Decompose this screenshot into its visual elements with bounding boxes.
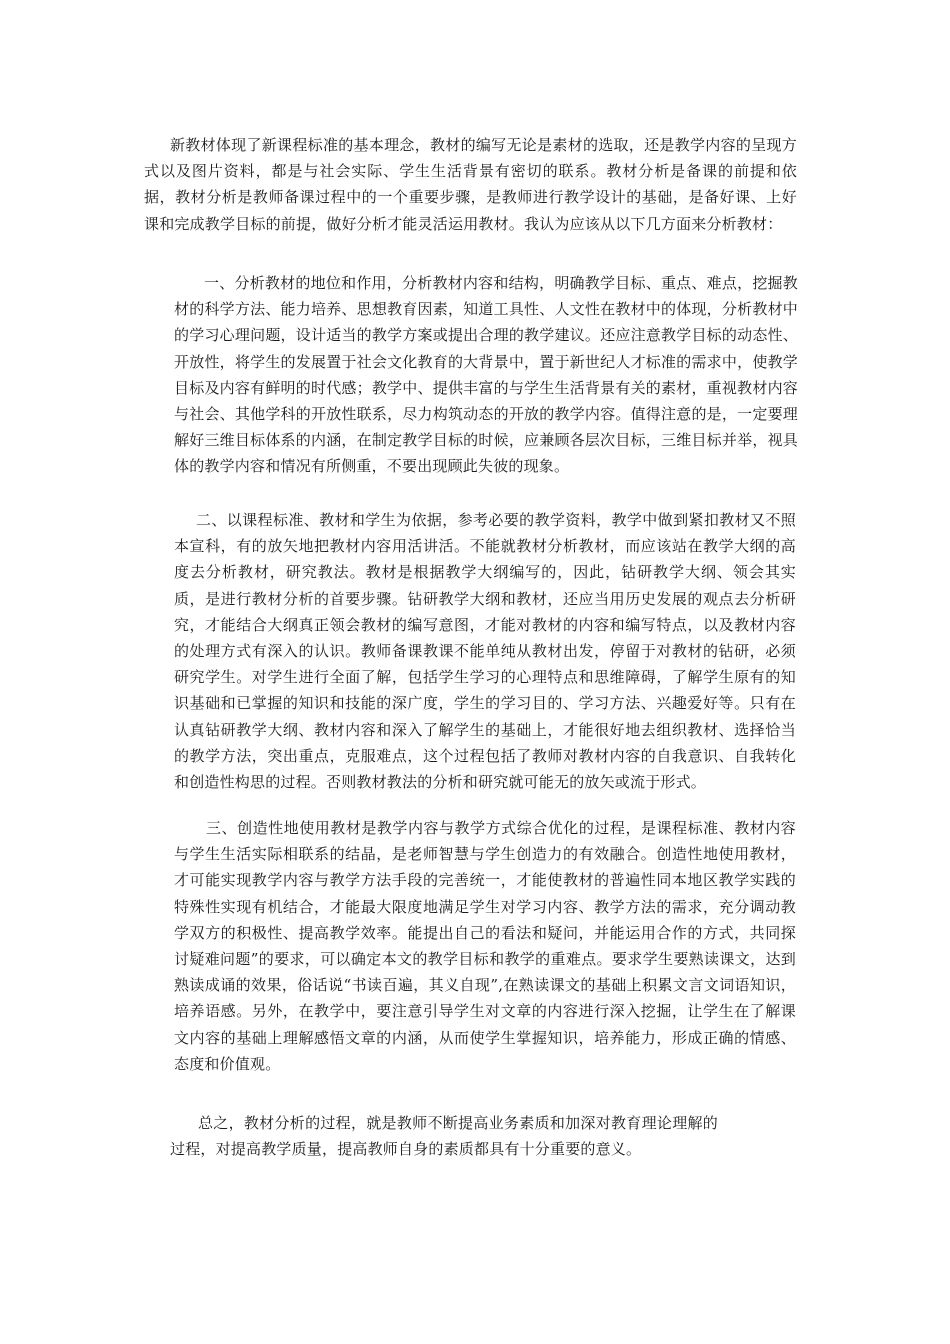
section-three-paragraph: 三、创造性地使用教材是教学内容与教学方式综合优化的过程，是课程标准、教材内容与学生生活实际相联系的结晶，是老师智慧与学生创造力的有效融合。创造性地使用教材，才可能实现教学内容与教学方法手段的完善统一，才能使教材的普遍性同本地区教学实践的特殊性实现有机结合，才能最大限度地满足学生对学习内容、教学方法的需求，充分调动教学双方的积极性、提高教学效率。能提出自己的看法和疑问，并能运用合作的方式，共同探讨疑难问题”的要求，可以确定本文的教学目标和教学的重难点。要求学生要熟读课文，达到熟读成诵的效果，俗话说“书读百遍，其义自现”,在熟读课文的基础上积累文言文词语知识，培养语感。另外，在教学中，要注意引导学生对文章的内容进行深入挖掘，让学生在了解课文内容的基础上理解感悟文章的内涵，从而使学生掌握知识，培养能力，形成正确的情感、态度和价值观。	[174, 819, 796, 1073]
intro-paragraph: 新教材体现了新课程标准的基本理念，教材的编写无论是素材的选取，还是教学内容的呈现方式以及图片资料，都是与社会实际、学生生活背景有密切的联系。教材分析是备课的前提和依据，教材分析是教师备课过程中的一个重要步骤，是教师进行教学设计的基础，是备好课、上好课和完成教学目标的前提，做好分析才能灵活运用教材。我认为应该从以下几方面来分析教材：	[144, 136, 797, 233]
section-one-paragraph: 一、分析教材的地位和作用，分析教材内容和结构，明确教学目标、重点、难点，挖掘教材的科学方法、能力培养、思想教育因素，知道工具性、人文性在教材中的体现，分析教材中的学习心理问题，设计适当的教学方案或提出合理的教学建议。还应注意教学目标的动态性、开放性，将学生的发展置于社会文化教育的大背景中，置于新世纪人才标准的需求中，使教学目标及内容有鲜明的时代感；教学中、提供丰富的与学生生活背景有关的素材，重视教材内容与社会、其他学科的开放性联系，尽力构筑动态的开放的教学内容。值得注意的是，一定要理解好三维目标体系的内涵，在制定教学目标的时候，应兼顾各层次目标，三维目标并举，视具体的教学内容和情况有所侧重，不要出现顾此失彼的现象。	[174, 274, 798, 476]
section-two-paragraph: 二、以课程标准、教材和学生为依据，参考必要的教学资料，教学中做到紧扣教材又不照本宣科，有的放矢地把教材内容用活讲活。不能就教材分析教材，而应该站在教学大纲的高度去分析教材，研究教法。教材是根据教学大纲编写的，因此，钻研教学大纲、领会其实质，是进行教材分析的首要步骤。钻研教学大纲和教材，还应当用历史发展的观点去分析研究，才能结合大纲真正领会教材的编写意图，才能对教材的内容和编写特点，以及教材内容的处理方式有深入的认识。教师备课教课不能单纯从教材出发，停留于对教材的钻研，必须研究学生。对学生进行全面了解，包括学生学习的心理特点和思维障碍，了解学生原有的知识基础和已掌握的知识和技能的深广度，学生的学习目的、学习方法、兴趣爱好等。只有在认真钻研教学大纲、教材内容和深入了解学生的基础上，才能很好地去组织教材、选择恰当的教学方法，突出重点，克服难点，这个过程包括了教师对教材内容的自我意识、自我转化和创造性构思的过程。否则教材教法的分析和研究就可能无的放矢或流于形式。	[174, 511, 796, 792]
summary-paragraph: 总之，教材分析的过程，就是教师不断提高业务素质和加深对教育理论理解的过程，对提高教学质量，提高教师自身的素质都具有十分重要的意义。	[170, 1114, 718, 1159]
